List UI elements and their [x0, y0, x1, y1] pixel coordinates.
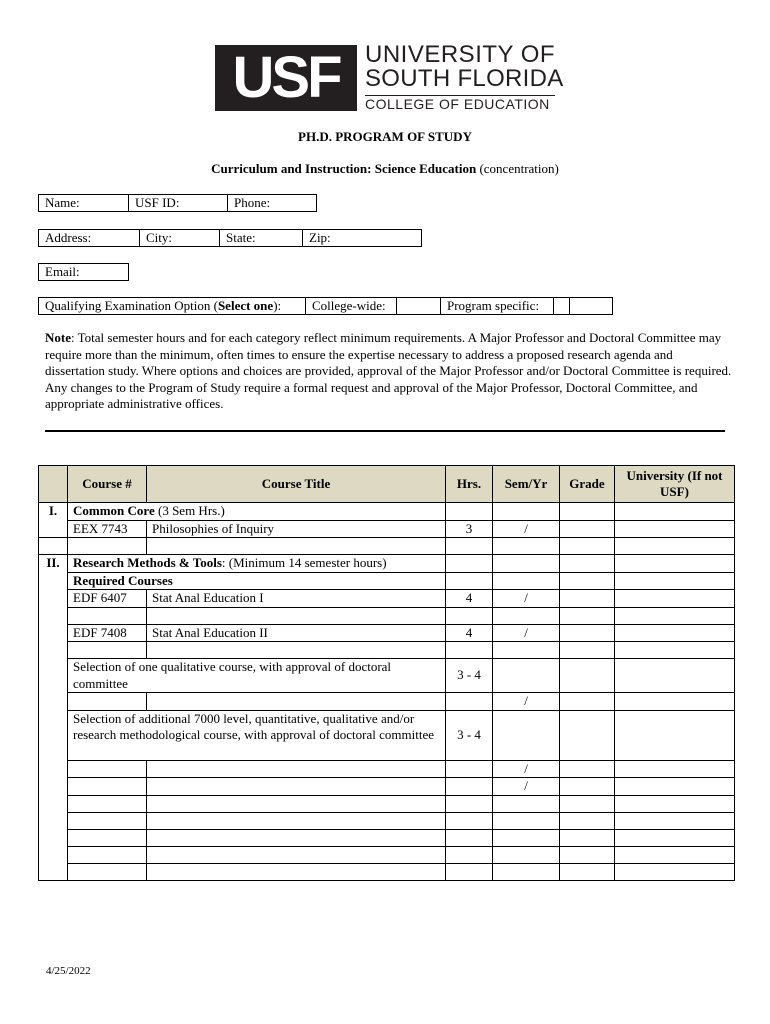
course-code: EDF 6407: [68, 590, 147, 608]
university-cell[interactable]: [615, 693, 735, 711]
course-title-cell[interactable]: [147, 812, 446, 829]
hrs-cell[interactable]: [446, 778, 493, 796]
section-title-normal: (3 Sem Hrs.): [154, 503, 225, 518]
header-sem-yr: Sem/Yr: [493, 466, 560, 503]
grade-cell[interactable]: [560, 846, 615, 863]
page-title: PH.D. PROGRAM OF STUDY: [298, 129, 472, 144]
address-row: [38, 229, 422, 247]
section-title-normal: : (Minimum 14 semester hours): [221, 555, 387, 570]
checkbox-divider: [569, 298, 583, 314]
table-row: [39, 624, 735, 642]
email-row: [38, 263, 129, 281]
grade-cell[interactable]: [560, 659, 615, 693]
sem-cell[interactable]: [493, 538, 560, 555]
logo-mark: USF: [215, 45, 357, 111]
sem-cell[interactable]: /: [493, 760, 560, 778]
header-blank: [39, 466, 68, 503]
hrs-cell[interactable]: [446, 795, 493, 812]
note-label: Note: [45, 330, 71, 345]
course-code-cell[interactable]: [68, 829, 147, 846]
course-code-cell[interactable]: [68, 760, 147, 778]
grade-cell[interactable]: [560, 778, 615, 796]
required-courses-label: [68, 572, 446, 590]
table-row: [39, 760, 735, 778]
course-title-cell[interactable]: [147, 760, 446, 778]
course-title-cell[interactable]: [147, 642, 446, 659]
university-cell[interactable]: [615, 555, 735, 573]
course-code-cell[interactable]: [68, 812, 147, 829]
course-title-cell[interactable]: [147, 607, 446, 624]
section-title-bold: Research Methods & Tools: [73, 555, 222, 570]
course-title-cell[interactable]: [147, 778, 446, 796]
hrs-cell[interactable]: [446, 555, 493, 573]
course-title-cell[interactable]: [147, 538, 446, 555]
grade-cell[interactable]: [560, 642, 615, 659]
university-cell[interactable]: [615, 795, 735, 812]
grade-cell[interactable]: [560, 572, 615, 590]
table-row: [39, 607, 735, 624]
hrs-cell: 3: [446, 520, 493, 538]
table-row: [39, 555, 735, 573]
sem-cell[interactable]: /: [493, 693, 560, 711]
grade-cell[interactable]: [560, 812, 615, 829]
course-title-cell[interactable]: [147, 863, 446, 880]
table-row: [39, 520, 735, 538]
table-row: [39, 795, 735, 812]
note-text: : Total semester hours and for each category reflect minimum requirements. A Major Professor and Doctoral Committee may require more than the minimum, often times to ensure the expertise necessary to address a proposed research agenda and dissertation study. Where options and choices are provided, approval of the Major Professor and/or Doctoral Committee is required. Any changes to the Program of Study require a formal request and approval of the Major Professor, Doctoral Committee, and appropriate administrative offices.: [45, 330, 732, 411]
hrs-cell[interactable]: [446, 846, 493, 863]
university-cell[interactable]: [615, 520, 735, 538]
hrs-cell[interactable]: [446, 760, 493, 778]
course-code-cell[interactable]: [68, 778, 147, 796]
course-title-cell[interactable]: [147, 846, 446, 863]
state-field[interactable]: State:: [219, 230, 302, 246]
university-cell[interactable]: [615, 624, 735, 642]
grade-cell[interactable]: [560, 693, 615, 711]
grade-cell[interactable]: [560, 607, 615, 624]
sem-cell[interactable]: [493, 710, 560, 760]
university-cell[interactable]: [615, 572, 735, 590]
table-row: [39, 572, 735, 590]
university-cell[interactable]: [615, 710, 735, 760]
table-row: [39, 863, 735, 880]
section-number: I.: [39, 503, 68, 538]
blank-cell: [39, 538, 68, 555]
university-cell[interactable]: [615, 503, 735, 521]
table-row: [39, 846, 735, 863]
course-title: Stat Anal Education I: [147, 590, 446, 608]
sem-cell[interactable]: [493, 812, 560, 829]
university-cell[interactable]: [615, 863, 735, 880]
course-code: EDF 7408: [68, 624, 147, 642]
table-header-row: [39, 466, 735, 503]
sem-cell[interactable]: [493, 503, 560, 521]
hrs-cell: 4: [446, 590, 493, 608]
course-title-cell[interactable]: [147, 693, 446, 711]
grade-cell[interactable]: [560, 555, 615, 573]
hrs-cell: 3 - 4: [446, 710, 493, 760]
course-code-cell[interactable]: [68, 863, 147, 880]
course-title: Stat Anal Education II: [147, 624, 446, 642]
course-title: Philosophies of Inquiry: [147, 520, 446, 538]
sem-cell[interactable]: [493, 642, 560, 659]
course-code-cell[interactable]: [68, 607, 147, 624]
grade-cell[interactable]: [560, 863, 615, 880]
qualifying-exam-row: [38, 297, 613, 315]
table-row: [39, 710, 735, 760]
section-title: [68, 503, 446, 521]
hrs-cell[interactable]: [446, 693, 493, 711]
university-cell[interactable]: [615, 659, 735, 693]
hrs-cell[interactable]: [446, 642, 493, 659]
qualifying-exam-label: [39, 298, 305, 314]
city-field[interactable]: City:: [139, 230, 219, 246]
table-row: [39, 538, 735, 555]
table-row: [39, 812, 735, 829]
sem-cell[interactable]: /: [493, 520, 560, 538]
sem-cell[interactable]: [493, 572, 560, 590]
course-title-cell[interactable]: [147, 829, 446, 846]
section-title-bold: Common Core: [73, 503, 155, 518]
course-code-cell[interactable]: [68, 538, 147, 555]
name-field[interactable]: Name:: [45, 195, 80, 210]
program-specific-checkbox[interactable]: [553, 298, 567, 314]
qualitative-selection-text: Selection of one qualitative course, with approval of doctoral committee: [68, 659, 446, 693]
university-cell[interactable]: [615, 642, 735, 659]
subtitle-normal: (concentration): [476, 161, 559, 176]
email-field[interactable]: Email:: [45, 264, 80, 279]
additional-selection-text: Selection of additional 7000 level, quantitative, qualitative and/or research methodological course, with approval of doctoral committee: [68, 710, 446, 760]
hrs-cell[interactable]: [446, 863, 493, 880]
sem-cell[interactable]: [493, 846, 560, 863]
grade-cell[interactable]: [560, 829, 615, 846]
grade-cell[interactable]: [560, 503, 615, 521]
hrs-cell: 3 - 4: [446, 659, 493, 693]
grade-cell[interactable]: [560, 760, 615, 778]
phone-field[interactable]: Phone:: [227, 195, 316, 211]
table-row: [39, 829, 735, 846]
sem-cell[interactable]: [493, 607, 560, 624]
required-courses-text: Required Courses: [73, 572, 173, 588]
grade-cell[interactable]: [560, 624, 615, 642]
table-row: [39, 693, 735, 711]
grade-cell[interactable]: [560, 795, 615, 812]
table-row: [39, 642, 735, 659]
table-row: [39, 659, 735, 693]
sem-cell[interactable]: /: [493, 624, 560, 642]
page-subtitle: [0, 161, 770, 177]
college-wide-checkbox[interactable]: [396, 298, 410, 314]
hrs-cell[interactable]: [446, 572, 493, 590]
hrs-cell[interactable]: [446, 538, 493, 555]
subtitle-bold: Curriculum and Instruction: Science Education: [211, 161, 477, 176]
logo-line-2: SOUTH FLORIDA: [365, 65, 564, 92]
logo-line-1: UNIVERSITY OF: [365, 41, 556, 68]
grade-cell[interactable]: [560, 710, 615, 760]
hrs-cell[interactable]: [446, 812, 493, 829]
grade-cell[interactable]: [560, 520, 615, 538]
usf-id-field[interactable]: USF ID:: [128, 195, 227, 211]
usf-logo: [215, 41, 564, 113]
university-cell[interactable]: [615, 590, 735, 608]
grade-cell[interactable]: [560, 538, 615, 555]
hrs-cell: 4: [446, 624, 493, 642]
university-cell[interactable]: [615, 778, 735, 796]
university-cell[interactable]: [615, 607, 735, 624]
qual-label-bold: Select one: [217, 298, 274, 313]
sem-cell[interactable]: /: [493, 778, 560, 796]
sem-cell[interactable]: /: [493, 590, 560, 608]
header-course-title: Course Title: [147, 466, 446, 503]
table-row: [39, 590, 735, 608]
sem-cell[interactable]: [493, 795, 560, 812]
course-code: EEX 7743: [68, 520, 147, 538]
sem-cell[interactable]: [493, 659, 560, 693]
address-field[interactable]: Address:: [45, 230, 92, 245]
university-cell[interactable]: [615, 760, 735, 778]
hrs-cell[interactable]: [446, 503, 493, 521]
section-title: [68, 555, 446, 573]
header-hrs: Hrs.: [446, 466, 493, 503]
course-code-cell[interactable]: [68, 642, 147, 659]
divider: [45, 430, 725, 432]
table-row: [39, 503, 735, 521]
course-title-cell[interactable]: [147, 795, 446, 812]
hrs-cell[interactable]: [446, 607, 493, 624]
sem-cell[interactable]: [493, 829, 560, 846]
table-row: [39, 778, 735, 796]
hrs-cell[interactable]: [446, 829, 493, 846]
name-row: [38, 194, 317, 212]
header-grade: Grade: [560, 466, 615, 503]
university-cell[interactable]: [615, 538, 735, 555]
note-paragraph: [45, 330, 735, 413]
course-code-cell[interactable]: [68, 846, 147, 863]
course-code-cell[interactable]: [68, 693, 147, 711]
university-cell[interactable]: [615, 829, 735, 846]
grade-cell[interactable]: [560, 590, 615, 608]
university-cell[interactable]: [615, 812, 735, 829]
footer-date: 4/25/2022: [46, 965, 91, 977]
university-cell[interactable]: [615, 846, 735, 863]
qual-label-post: ):: [273, 298, 282, 313]
logo-line-3: COLLEGE OF EDUCATION: [365, 96, 550, 112]
header-university: University (If not USF): [615, 466, 735, 503]
sem-cell[interactable]: [493, 863, 560, 880]
course-table: [38, 465, 735, 881]
sem-cell[interactable]: [493, 555, 560, 573]
qual-label-pre: Qualifying Examination Option (: [45, 298, 218, 313]
course-code-cell[interactable]: [68, 795, 147, 812]
program-specific-label: Program specific:: [440, 298, 553, 314]
zip-field[interactable]: Zip:: [302, 230, 421, 246]
section-number: II.: [39, 555, 68, 881]
header-course-num: Course #: [68, 466, 147, 503]
college-wide-label: College-wide:: [305, 298, 396, 314]
